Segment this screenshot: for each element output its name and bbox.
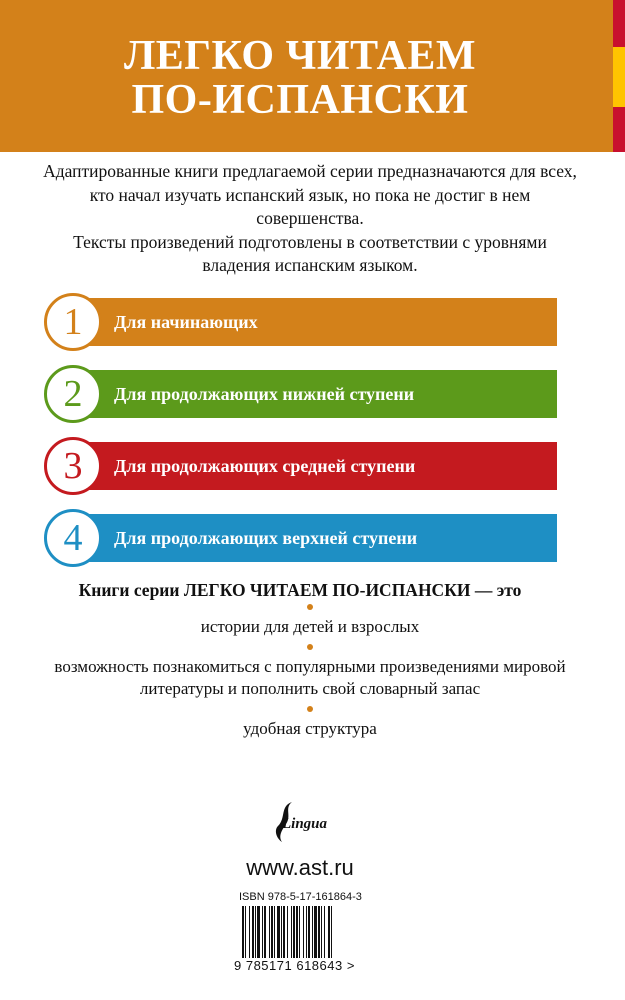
level-label: Для продолжающих средней ступени — [114, 456, 416, 476]
bullet-dot — [307, 706, 313, 712]
intro-text — [40, 160, 580, 278]
spain-flag-stripe — [613, 0, 625, 152]
level-label: Для начинающих — [114, 312, 258, 332]
intro-paragraph-1: Адаптированные книги предлагаемой серии предназначаются для всех, кто начал изучать испанский язык, но пока не достиг в нем совершенства. — [43, 161, 577, 228]
isbn: ISBN 978-5-17-161864-3 — [239, 891, 362, 903]
level-1 — [44, 293, 557, 351]
level-2 — [44, 365, 557, 423]
barcode-bars — [240, 906, 370, 958]
publisher-url: www.ast.ru — [246, 855, 354, 880]
features-lead: Книги серии ЛЕГКО ЧИТАЕМ ПО-ИСПАНСКИ — это — [78, 580, 522, 600]
bullet-dot — [307, 644, 313, 650]
level-label: Для продолжающих верхней ступени — [114, 528, 418, 548]
barcode-number: 9 785171 618643 > — [234, 958, 355, 973]
level-number-badge: 4 — [44, 509, 102, 567]
level-number-badge: 3 — [44, 437, 102, 495]
level-number-badge: 2 — [44, 365, 102, 423]
header-band — [0, 0, 625, 152]
lingua-logo — [260, 800, 350, 850]
lingua-logo-text: Lingua — [282, 816, 328, 832]
series-title — [0, 34, 600, 122]
feature-item: удобная структура — [243, 719, 377, 738]
series-title-line2: ПО-ИСПАНСКИ — [131, 77, 469, 123]
barcode — [240, 906, 370, 958]
feature-item: истории для детей и взрослых — [200, 617, 420, 636]
level-number-badge: 1 — [44, 293, 102, 351]
series-title-line1: ЛЕГКО ЧИТАЕМ — [123, 33, 476, 79]
intro-paragraph-2: Тексты произведений подготовлены в соответствии с уровнями владения испанским языком. — [73, 231, 547, 275]
level-3 — [44, 437, 557, 495]
features-list — [40, 604, 580, 746]
level-bar — [74, 514, 557, 562]
level-bar — [74, 298, 557, 346]
level-4 — [44, 509, 557, 567]
level-label: Для продолжающих нижней ступени — [114, 384, 415, 404]
level-list — [44, 293, 557, 581]
feature-item: возможность познакомиться с популярными произведениями мировой литературы и пополнить свой словарный запас — [54, 657, 566, 698]
level-bar — [74, 370, 557, 418]
level-bar — [74, 442, 557, 490]
bullet-dot — [307, 604, 313, 610]
